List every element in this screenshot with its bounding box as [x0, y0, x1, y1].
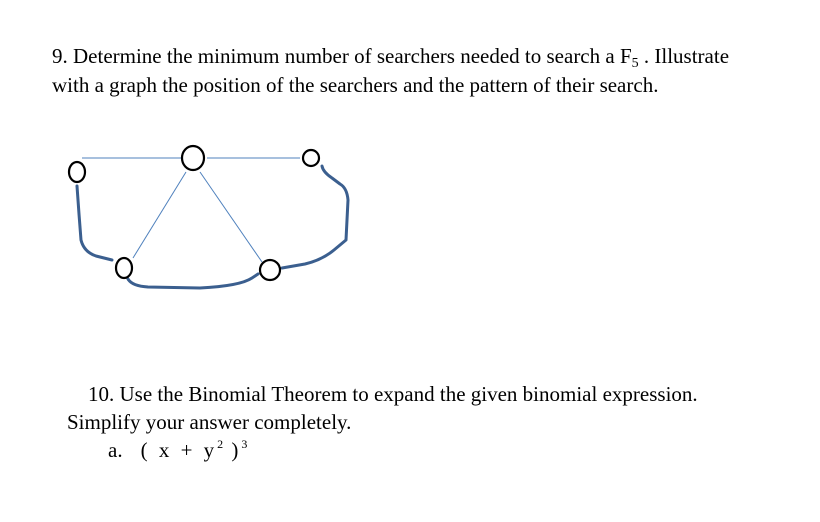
vertex-v5 — [260, 260, 280, 280]
path-v1-v4 — [77, 186, 112, 260]
binomial-expression — [141, 438, 248, 462]
question-9-line-2: with a graph the position of the searchers and the pattern of their search. — [52, 73, 659, 97]
question-10-line-1: 10. Use the Binomial Theorem to expand the given binomial expression. — [88, 382, 698, 406]
vertex-v1 — [69, 162, 85, 182]
question-10-line-2: Simplify your answer completely. — [67, 410, 352, 434]
question-10 — [67, 380, 807, 464]
question-9-text-end: . Illustrate — [638, 44, 730, 68]
edge-v2-v4 — [133, 172, 186, 258]
part-a-label: a. — [108, 438, 123, 462]
vertex-v2 — [182, 146, 204, 170]
path-v4-v5 — [128, 274, 258, 288]
edge-v2-v5 — [200, 172, 262, 262]
thin-edges — [82, 158, 300, 262]
expr-inner-exponent: 2 — [217, 437, 224, 451]
fan-subscript: 5 — [631, 56, 639, 71]
expr-close: ) — [223, 438, 242, 462]
vertex-v3 — [303, 150, 319, 166]
expr-outer-exponent: 3 — [241, 437, 248, 451]
vertex-v4 — [116, 258, 132, 278]
question-10-part-a — [67, 436, 807, 464]
expr-open: ( x + y — [140, 438, 218, 462]
path-v5-v3 — [282, 166, 348, 268]
question-9-text: 9. Determine the minimum number of searchers needed to search a F — [52, 44, 632, 68]
